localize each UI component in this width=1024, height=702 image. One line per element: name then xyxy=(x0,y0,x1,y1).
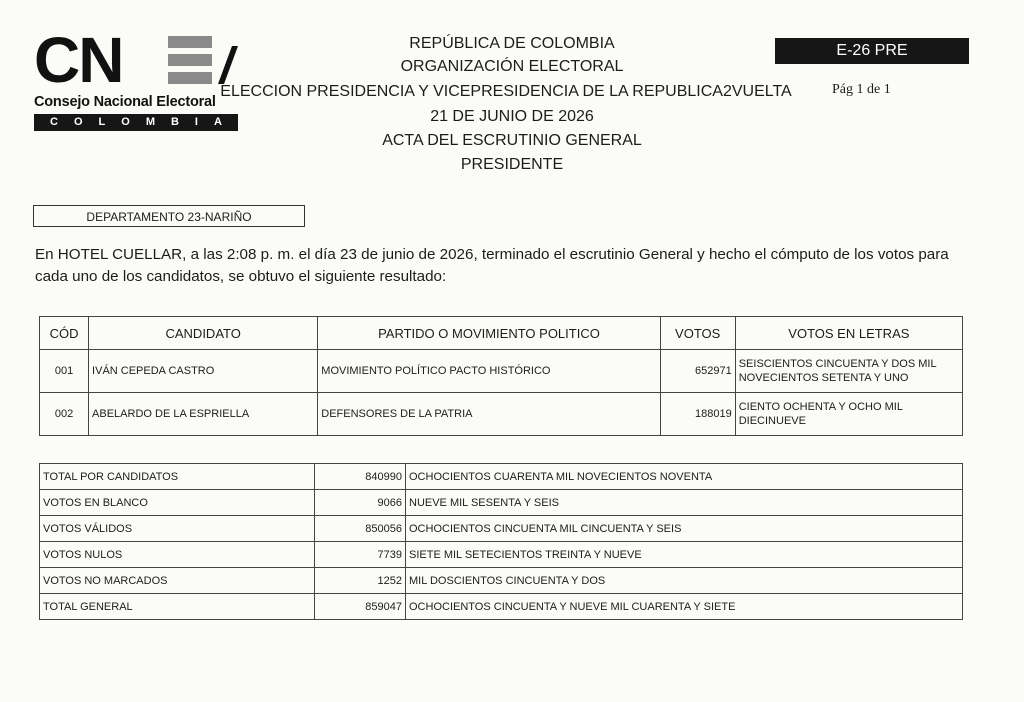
total-label: VOTOS NULOS xyxy=(40,542,315,568)
table-row xyxy=(40,393,963,436)
table-row xyxy=(40,464,963,490)
col-header-party: PARTIDO O MOVIMIENTO POLITICO xyxy=(318,317,660,350)
total-number: 7739 xyxy=(315,542,406,568)
total-words: MIL DOSCIENTOS CINCUENTA Y DOS xyxy=(406,568,963,594)
header-date: 21 DE JUNIO DE 2026 xyxy=(430,108,594,125)
department-box: DEPARTAMENTO 23-NARIÑO xyxy=(33,205,305,227)
total-words: OCHOCIENTOS CINCUENTA Y NUEVE MIL CUARENTA Y SIETE xyxy=(406,594,963,620)
candidate-votes: 652971 xyxy=(660,350,735,393)
col-header-votes-words: VOTOS EN LETRAS xyxy=(735,317,962,350)
total-label: VOTOS VÁLIDOS xyxy=(40,516,315,542)
table-header-row xyxy=(40,317,963,350)
total-number: 850056 xyxy=(315,516,406,542)
total-words: NUEVE MIL SESENTA Y SEIS xyxy=(406,490,963,516)
scrutiny-paragraph: En HOTEL CUELLAR, a las 2:08 p. m. el día 23 de junio de 2026, terminado el escrutinio General y hecho el cómputo de los votos para cada uno de los candidatos, se obtuvo el siguiente resultado: xyxy=(35,246,949,285)
candidate-votes: 188019 xyxy=(660,393,735,436)
table-row xyxy=(40,542,963,568)
candidate-code: 002 xyxy=(40,393,89,436)
total-number: 9066 xyxy=(315,490,406,516)
candidate-votes-words: CIENTO OCHENTA Y OCHO MIL DIECINUEVE xyxy=(735,393,962,436)
header-election: ELECCION PRESIDENCIA Y VICEPRESIDENCIA DE LA REPUBLICA2VUELTA xyxy=(220,83,792,100)
total-words: OCHOCIENTOS CUARENTA MIL NOVECIENTOS NOVENTA xyxy=(406,464,963,490)
total-label: TOTAL POR CANDIDATOS xyxy=(40,464,315,490)
header-office: PRESIDENTE xyxy=(460,156,564,173)
candidates-table xyxy=(39,316,963,436)
table-row xyxy=(40,594,963,620)
header-act-title: ACTA DEL ESCRUTINIO GENERAL xyxy=(382,132,642,149)
candidate-party: MOVIMIENTO POLÍTICO PACTO HISTÓRICO xyxy=(318,350,660,393)
candidate-votes-words: SEISCIENTOS CINCUENTA Y DOS MIL NOVECIENTOS SETENTA Y UNO xyxy=(735,350,962,393)
table-row xyxy=(40,350,963,393)
total-label: VOTOS NO MARCADOS xyxy=(40,568,315,594)
logo-country: COLOMBIA xyxy=(34,114,238,131)
col-header-votes: VOTOS xyxy=(660,317,735,350)
total-number: 1252 xyxy=(315,568,406,594)
candidate-name: ABELARDO DE LA ESPRIELLA xyxy=(89,393,318,436)
table-row xyxy=(40,516,963,542)
logo-name: Consejo Nacional Electoral xyxy=(34,94,216,110)
total-number: 859047 xyxy=(315,594,406,620)
header-country: REPÚBLICA DE COLOMBIA xyxy=(409,35,615,52)
col-header-code: CÓD xyxy=(40,317,89,350)
logo-letters: CN xyxy=(34,24,123,96)
candidate-code: 001 xyxy=(40,350,89,393)
total-words: SIETE MIL SETECIENTOS TREINTA Y NUEVE xyxy=(406,542,963,568)
col-header-candidate: CANDIDATO xyxy=(89,317,318,350)
candidate-name: IVÁN CEPEDA CASTRO xyxy=(89,350,318,393)
header-organization: ORGANIZACIÓN ELECTORAL xyxy=(400,58,624,75)
candidate-party: DEFENSORES DE LA PATRIA xyxy=(318,393,660,436)
totals-table xyxy=(39,463,963,620)
table-row xyxy=(40,490,963,516)
total-number: 840990 xyxy=(315,464,406,490)
total-words: OCHOCIENTOS CINCUENTA MIL CINCUENTA Y SEIS xyxy=(406,516,963,542)
total-label: TOTAL GENERAL xyxy=(40,594,315,620)
table-row xyxy=(40,568,963,594)
total-label: VOTOS EN BLANCO xyxy=(40,490,315,516)
form-code-badge: E-26 PRE xyxy=(775,38,969,64)
page-number: Pág 1 de 1 xyxy=(832,82,891,97)
